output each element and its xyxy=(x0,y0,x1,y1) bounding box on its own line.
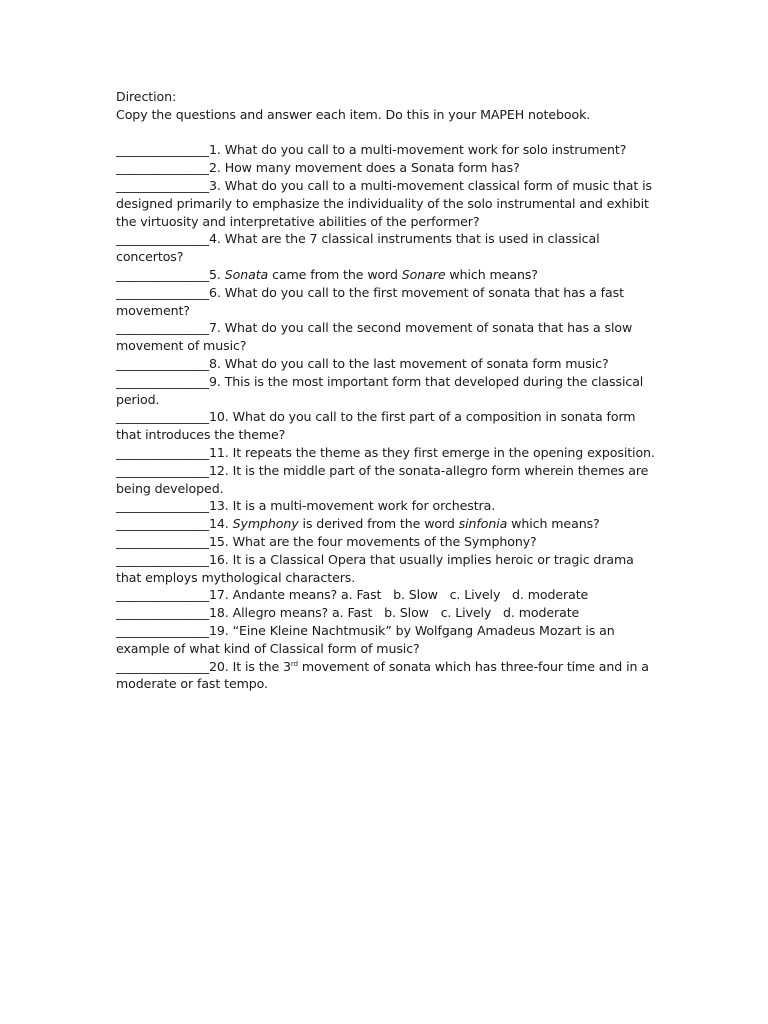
question-text: How many movement does a Sonata form has? xyxy=(220,160,520,176)
question-text: What do you call to the first part of a composition in sonata form that introduces the theme? xyxy=(116,409,636,443)
question-4 xyxy=(116,230,656,266)
question-number: 19. xyxy=(208,622,229,638)
question-number: 8. xyxy=(208,355,221,371)
italic-term: sinfonia xyxy=(458,516,508,532)
question-number: 17. xyxy=(208,587,229,603)
answer-blank: _______________ xyxy=(116,409,209,425)
question-20 xyxy=(116,658,656,694)
question-18 xyxy=(116,604,656,622)
question-number: 2. xyxy=(208,160,221,176)
question-5 xyxy=(116,266,656,284)
answer-blank: _______________ xyxy=(116,444,209,460)
answer-blank: _______________ xyxy=(116,284,209,300)
question-number: 20. xyxy=(208,658,229,674)
question-number: 13. xyxy=(208,498,229,514)
question-text: It is a Classical Opera that usually implies heroic or tragic drama that employs mythological characters. xyxy=(116,551,634,585)
answer-blank: _______________ xyxy=(116,373,209,389)
question-text: movement of sonata which has three-four time and in a moderate or fast tempo. xyxy=(116,658,649,692)
direction-instruction: Copy the questions and answer each item. Do this in your MAPEH notebook. xyxy=(116,106,591,122)
answer-blank: _______________ xyxy=(116,142,209,158)
question-text: “Eine Kleine Nachtmusik” by Wolfgang Amadeus Mozart is an example of what kind of Classical form of music? xyxy=(116,622,615,656)
answer-blank: _______________ xyxy=(116,160,209,176)
question-11 xyxy=(116,444,656,462)
answer-blank: _______________ xyxy=(116,587,209,603)
question-7 xyxy=(116,319,656,355)
question-3 xyxy=(116,177,656,230)
direction-heading: Direction: xyxy=(116,89,177,104)
question-text: It is the middle part of the sonata-allegro form wherein themes are being developed. xyxy=(116,462,649,496)
question-number: 18. xyxy=(208,605,229,621)
question-number: 11. xyxy=(208,444,229,460)
question-text: It repeats the theme as they first emerge in the opening exposition. xyxy=(228,444,655,460)
answer-blank: _______________ xyxy=(116,320,209,336)
question-19 xyxy=(116,622,656,658)
question-13 xyxy=(116,497,656,515)
answer-blank: _______________ xyxy=(116,177,209,193)
question-text: is derived from the word xyxy=(298,516,459,532)
question-text: This is the most important form that developed during the classical period. xyxy=(116,373,644,407)
worksheet xyxy=(116,88,656,693)
question-number: 3. xyxy=(208,177,221,193)
question-15 xyxy=(116,533,656,551)
answer-blank: _______________ xyxy=(116,533,209,549)
question-number: 9. xyxy=(208,373,221,389)
question-text: came from the word xyxy=(268,266,402,282)
question-number: 7. xyxy=(208,320,221,336)
question-number: 6. xyxy=(208,284,221,300)
ordinal-suffix: rd xyxy=(290,659,298,668)
question-number: 4. xyxy=(208,231,221,247)
question-9 xyxy=(116,373,656,409)
question-text: which means? xyxy=(507,516,600,532)
question-14 xyxy=(116,515,656,533)
question-text: What are the 7 classical instruments that is used in classical concertos? xyxy=(116,231,600,265)
question-text: What do you call to the last movement of sonata form music? xyxy=(220,355,609,371)
question-16 xyxy=(116,551,656,587)
question-number: 5. xyxy=(208,266,221,282)
question-8 xyxy=(116,355,656,373)
answer-blank: _______________ xyxy=(116,605,209,621)
answer-blank: _______________ xyxy=(116,516,209,532)
question-17 xyxy=(116,586,656,604)
question-text: What do you call to a multi-movement work for solo instrument? xyxy=(220,142,627,158)
question-text: Andante means? a. Fast b. Slow c. Lively d. moderate xyxy=(228,587,589,603)
question-number: 16. xyxy=(208,551,229,567)
spacer xyxy=(116,124,656,142)
question-10 xyxy=(116,408,656,444)
italic-term: Sonare xyxy=(401,266,446,282)
question-number: 14. xyxy=(208,516,229,532)
question-text: Allegro means? a. Fast b. Slow c. Lively d. moderate xyxy=(228,605,580,621)
answer-blank: _______________ xyxy=(116,462,209,478)
question-text: What do you call to a multi-movement classical form of music that is designed primarily to emphasize the individuality of the solo instrumental and exhibit the virtuosity and interpretative abilities of the performer? xyxy=(116,177,652,229)
question-text: What are the four movements of the Symphony? xyxy=(228,533,537,549)
answer-blank: _______________ xyxy=(116,551,209,567)
question-text: What do you call to the first movement of sonata that has a fast movement? xyxy=(116,284,624,318)
question-2 xyxy=(116,159,656,177)
question-text: It is a multi-movement work for orchestra. xyxy=(228,498,496,514)
question-text: which means? xyxy=(445,266,538,282)
question-number: 12. xyxy=(208,462,229,478)
question-6 xyxy=(116,284,656,320)
italic-term: Sonata xyxy=(224,266,269,282)
italic-term: Symphony xyxy=(232,516,299,532)
question-text: What do you call the second movement of sonata that has a slow movement of music? xyxy=(116,320,633,354)
answer-blank: _______________ xyxy=(116,498,209,514)
question-text: It is the 3 xyxy=(228,658,291,674)
answer-blank: _______________ xyxy=(116,658,209,674)
answer-blank: _______________ xyxy=(116,355,209,371)
question-number: 1. xyxy=(208,142,221,158)
question-1 xyxy=(116,141,656,159)
question-number: 10. xyxy=(208,409,229,425)
answer-blank: _______________ xyxy=(116,231,209,247)
answer-blank: _______________ xyxy=(116,266,209,282)
answer-blank: _______________ xyxy=(116,622,209,638)
question-12 xyxy=(116,462,656,498)
question-number: 15. xyxy=(208,533,229,549)
